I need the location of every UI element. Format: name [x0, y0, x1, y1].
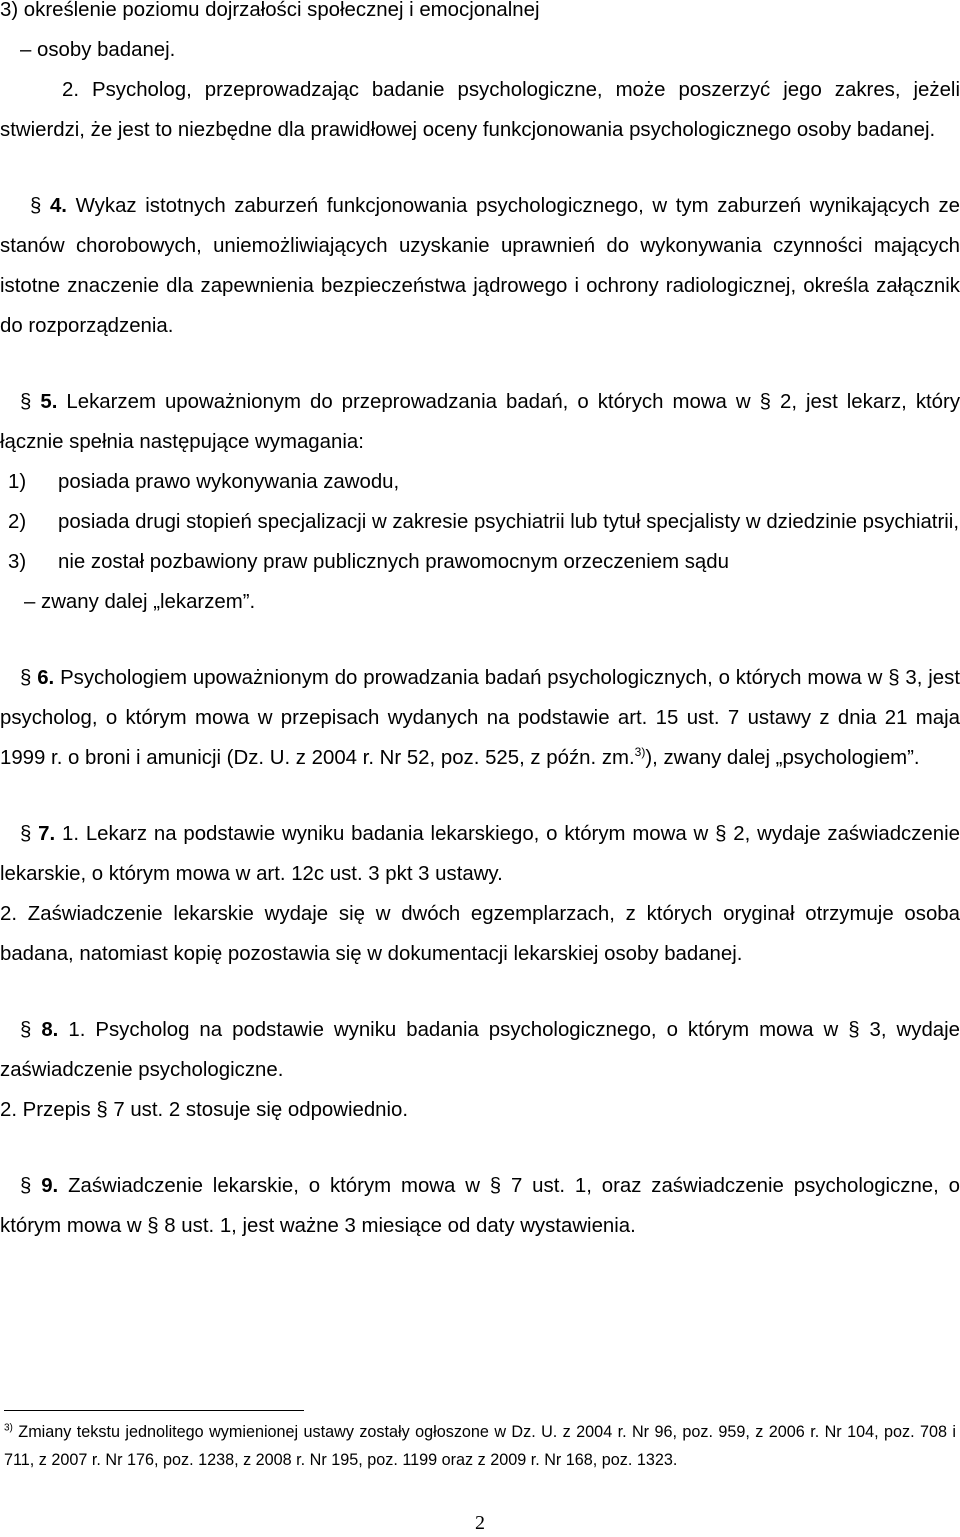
list-item-continuation: 3) określenie poziomu dojrzałości społecznej i emocjonalnej — [0, 0, 540, 21]
section-text: 8 ust. 1, jest ważne 3 miesiące od daty wystawienia. — [158, 1215, 636, 1237]
section-text: 7 ust. 1, oraz zaświadczenie psychologiczne, o którym mowa w — [0, 1175, 960, 1237]
section-number: 5. — [40, 391, 58, 413]
section-sign: § — [20, 1019, 32, 1041]
footnote-marker: 3) — [4, 1422, 13, 1434]
list-item-text: nie został pozbawiony praw publicznych prawomocnym orzeczeniem sądu — [58, 551, 729, 573]
section-text: Zaświadczenie lekarskie, o którym mowa w — [58, 1175, 490, 1197]
section-reference-sign: § — [888, 667, 900, 689]
list-item — [0, 502, 960, 542]
list-closing: – zwany dalej „lekarzem”. — [24, 591, 256, 613]
section-sign: § — [20, 391, 32, 413]
footnote-separator — [4, 1410, 304, 1411]
footnote-reference: 3) — [634, 745, 646, 760]
section-8 — [0, 1010, 960, 1090]
list-item-number: 2) — [8, 511, 27, 533]
section-reference-sign: § — [715, 823, 727, 845]
section-reference-sign: § — [96, 1099, 108, 1121]
list-item-number: 3) — [8, 551, 27, 573]
list-item-text: posiada prawo wykonywania zawodu, — [58, 471, 400, 493]
section-6 — [0, 658, 960, 778]
section-text: 3, jest psycholog, o którym mowa w przepisach wydanych na podstawie art. 15 ust. 7 ustawy z dnia 21 maja 1999 r. o broni i amunicji (Dz. U. z 2004 r. Nr 52, poz. 525, z późn. zm. — [0, 667, 960, 769]
section-4 — [0, 186, 960, 346]
section-reference-sign: § — [147, 1215, 159, 1237]
section-text: Psychologiem upoważnionym do prowadzania badań psychologicznych, o których mowa w — [54, 667, 889, 689]
section-8-paragraph-2 — [0, 1090, 960, 1130]
section-text: ), zwany dalej „psychologiem”. — [645, 747, 920, 769]
section-text: Lekarzem upoważnionym do przeprowadzania badań, o których mowa w — [57, 391, 760, 413]
section-number: 4. — [49, 195, 67, 217]
section-text: 2, jest lekarz, który łącznie spełnia następujące wymagania: — [0, 391, 960, 453]
section-text: 3, wydaje zaświadczenie psychologiczne. — [0, 1019, 960, 1081]
list-item-number: 1) — [8, 471, 27, 493]
list-item-continuation-end: – osoby badanej. — [20, 39, 176, 61]
list-item — [0, 542, 960, 582]
section-sign: § — [20, 823, 32, 845]
section-number: 7. — [38, 823, 56, 845]
paragraph-3-2: 2. Psycholog, przeprowadzając badanie psychologiczne, może poszerzyć jego zakres, jeżeli stwierdzi, że jest to niezbędne dla prawidłowej oceny funkcjonowania psychologicznego osoby badanej. — [0, 79, 960, 141]
section-sign: § — [30, 195, 42, 217]
section-reference-sign: § — [848, 1019, 860, 1041]
section-sign: § — [20, 1175, 32, 1197]
section-reference-sign: § — [489, 1175, 502, 1197]
section-7 — [0, 814, 960, 894]
list-item — [0, 462, 960, 502]
section-9 — [0, 1166, 960, 1246]
section-number: 8. — [41, 1019, 59, 1041]
footnote-text: Zmiany tekstu jednolitego wymienionej ustawy zostały ogłoszone w Dz. U. z 2004 r. Nr 96, poz. 959, z 2006 r. Nr 104, poz. 708 i 711, z 2007 r. Nr 176, poz. 1238, z 2008 r. Nr 195, poz. 1199 oraz z 2009 r. Nr 168, poz. 1323. — [4, 1423, 956, 1469]
section-text: 1. Lekarz na podstawie wyniku badania lekarskiego, o którym mowa w — [55, 823, 716, 845]
section-text: 2. Przepis — [0, 1099, 97, 1121]
page-number: 2 — [475, 1512, 485, 1534]
section-text: Wykaz istotnych zaburzeń funkcjonowania psychologicznego, w tym zaburzeń wynikających ze stanów chorobowych, uniemożliwiających uzyskanie uprawnień do wykonywania czynności mających istotne znaczenie dla zapewnienia bezpieczeństwa jądrowego i ochrony radiologicznej, określa załącznik do rozporządzenia. — [0, 195, 960, 337]
section-reference-sign: § — [759, 391, 771, 413]
section-5 — [0, 382, 960, 462]
section-7-paragraph-2: 2. Zaświadczenie lekarskie wydaje się w dwóch egzemplarzach, z których oryginał otrzymuje osoba badana, natomiast kopię pozostawia się w dokumentacji lekarskiej osoby badanej. — [0, 903, 960, 965]
section-text: 1. Psycholog na podstawie wyniku badania psychologicznego, o którym mowa w — [58, 1019, 849, 1041]
section-number: 9. — [41, 1175, 59, 1197]
section-text: 2, wydaje zaświadczenie lekarskie, o którym mowa w art. 12c ust. 3 pkt 3 ustawy. — [0, 823, 960, 885]
section-text: 7 ust. 2 stosuje się odpowiednio. — [107, 1099, 409, 1121]
list-item-text: posiada drugi stopień specjalizacji w zakresie psychiatrii lub tytuł specjalisty w dziedzinie psychiatrii, — [58, 511, 959, 533]
section-sign: § — [20, 667, 32, 689]
section-number: 6. — [37, 667, 55, 689]
footnote — [4, 1418, 956, 1474]
